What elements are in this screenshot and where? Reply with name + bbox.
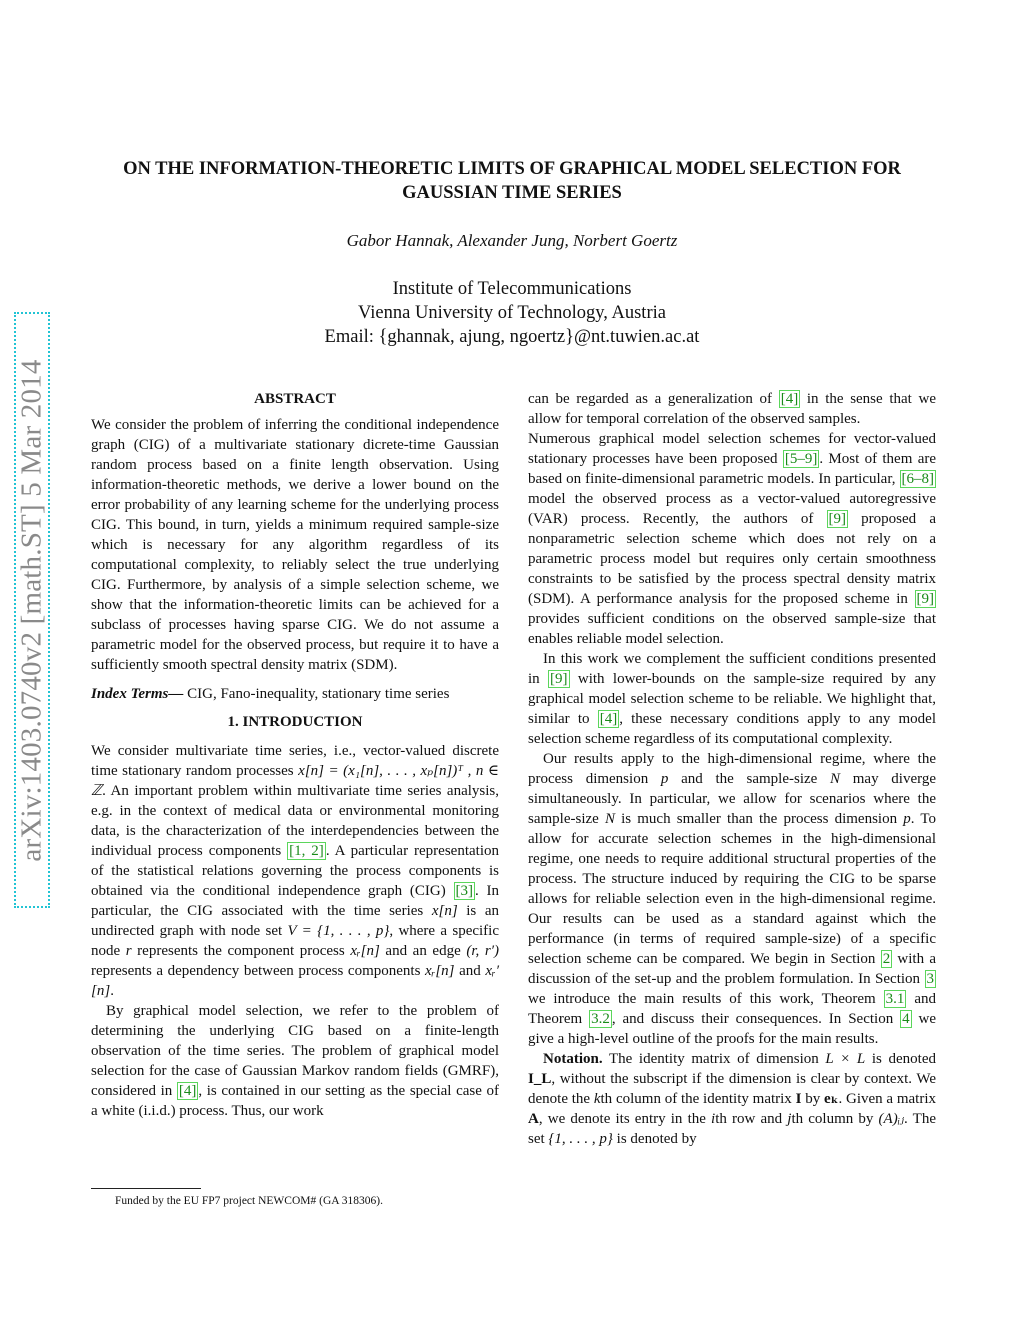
arxiv-identifier-text: arXiv:1403.0740v2 [math.ST] 5 Mar 2014	[15, 358, 48, 862]
theorem-link[interactable]: 3.2	[591, 1011, 610, 1027]
right-column	[528, 389, 936, 1149]
math-process-def: x[n] = (x₁[n], . . . , xₚ[n])ᵀ , n ∈ ℤ	[91, 763, 499, 799]
theorem-link[interactable]: 3.1	[885, 991, 905, 1007]
right-paragraph-4: Our results apply to the high-dimensional regime, where the process dimension p and the sample-size N may diverge simultaneously. In particular, we allow for scenarios where the sample-size N is much smaller than the process dimension p. To allow for accurate selection schemes in the high-dimensional regime, one needs to require additional structural properties of the process. The structure induced by requiring the CIG to be sparse allows for reliable selection even in the high-dimensional regime. Our results can be used as a standard against which the performance (in terms of required sample-size) of a specific selection scheme can be compared. We begin in Section 2 with a discussion of the set-up and the problem formulation. In Section 3 we introduce the main results of this work, Theorem 3.1 and Theorem 3.2 , and discuss their consequences. In Section 4 we give a high-level outline of the proofs for the main results.	[528, 751, 937, 1047]
citation-link[interactable]: [3]	[455, 883, 473, 899]
arxiv-identifier-stamp	[14, 312, 50, 908]
citation-link[interactable]: [4]	[178, 1083, 197, 1099]
abstract-heading: ABSTRACT	[254, 391, 336, 407]
right-paragraph-3: In this work we complement the sufficient conditions presented in [9] with lower-bounds on the sample-size required by any graphical model selection scheme to be reliable. We highlight that, similar to [4] , these necessary conditions apply to any model selection scheme regardless of its computational complexity.	[528, 651, 937, 747]
index-terms-text: CIG, Fano-inequality, stationary time series	[187, 686, 450, 702]
right-paragraph-1: can be regarded as a generalization of [4] in the sense that we allow for temporal correlation of the observed samples.	[528, 391, 936, 427]
affiliation-university: Vienna University of Technology, Austria	[358, 303, 666, 323]
left-column	[91, 389, 499, 1121]
section-link[interactable]: 4	[902, 1011, 910, 1027]
affiliation-email: Email: {ghannak, ajung, ngoertz}@nt.tuwien.ac.at	[324, 327, 700, 347]
paper-title: ON THE INFORMATION-THEORETIC LIMITS OF GRAPHICAL MODEL SELECTION FOR GAUSSIAN TIME SERIES	[123, 159, 901, 203]
citation-link[interactable]: [9]	[916, 591, 934, 607]
notation-paragraph: Notation. The identity matrix of dimension L × L is denoted I_L, without the subscript if the dimension is clear by context. We denote the kth column of the identity matrix I by eₖ. Given a matrix A, we denote its entry in the ith row and jth column by (A)ᵢⱼ. The set {1, . . . , p} is denoted by	[528, 1051, 936, 1147]
citation-link[interactable]: [4]	[780, 391, 799, 407]
citation-link[interactable]: [1, 2]	[289, 843, 324, 859]
citation-link[interactable]: [4]	[599, 711, 618, 727]
paper-authors: Gabor Hannak, Alexander Jung, Norbert Goertz	[346, 231, 678, 250]
citation-link[interactable]: [9]	[828, 511, 847, 527]
funding-footnote: Funded by the EU FP7 project NEWCOM# (GA 318306).	[115, 1195, 383, 1207]
index-terms-label: Index Terms—	[91, 686, 184, 702]
abstract-text: We consider the problem of inferring the conditional independence graph (CIG) of a multivariate stationary dicrete-time Gaussian random process based on a finite length observation. Using information-theoretic methods, we derive a lower bound on the error probability of any learning scheme for the underlying process CIG. This bound, in turn, yields a minimum required sample-size which is necessary for any algorithm regardless of its computational complexity, to reliably select the true underlying CIG. Furthermore, by analysis of a simple selection scheme, we show that the information-theoretic limits can be achieved for a subclass of processes having sparse CIG. We do not assume a parametric model for the observed process, but require it to have a sufficiently smooth spectral density matrix (SDM).	[91, 417, 499, 673]
index-terms	[91, 684, 499, 704]
citation-link[interactable]: [9]	[550, 671, 568, 687]
introduction-heading: 1. INTRODUCTION	[227, 714, 363, 730]
section-link[interactable]: 3	[926, 971, 934, 987]
citation-link[interactable]: [5–9]	[784, 451, 818, 467]
citation-link[interactable]: [6–8]	[901, 471, 934, 487]
section-link[interactable]: 2	[882, 951, 891, 967]
affiliation-institute: Institute of Telecommunications	[392, 279, 632, 299]
author-affiliation	[80, 277, 944, 349]
footnote-divider	[91, 1188, 201, 1189]
intro-paragraph-2: By graphical model selection, we refer to the problem of determining the underlying CIG based on a finite-length observation of the time series. The problem of graphical model selection for the case of Gaussian Markov random fields (GMRF), considered in [4] , is contained in our setting as the special case of a white (i.i.d.) process. Thus, our work	[91, 1003, 500, 1119]
right-paragraph-2: Numerous graphical model selection schemes for vector-valued stationary processes have been proposed [5–9] . Most of them are based on finite-dimensional parametric models. In particular, [6–8] model the observed process as a vector-valued autoregressive (VAR) process. Recently, the authors of [9] proposed a nonparametric selection scheme which does not rely on a parametric process model but requires only certain smoothness constraints to be satisfied by the process spectral density matrix (SDM). A performance analysis for the proposed scheme in [9] provides sufficient conditions on the observed sample-size that enables reliable model selection.	[528, 431, 936, 647]
notation-label: Notation.	[543, 1051, 603, 1067]
intro-paragraph-1: We consider multivariate time series, i.e., vector-valued discrete time stationary random processes x[n] = (x₁[n], . . . , xₚ[n])ᵀ , n ∈ ℤ. An important problem within multivariate time series analysis, e.g. in the context of medical data or environmental monitoring data, is the characterization of the interdependencies between the individual process components [1, 2] . A particular representation of the statistical relations governing the process components is obtained via the conditional independence graph (CIG) [3] . In particular, the CIG associated with the time series x[n] is an undirected graph with node set V = {1, . . . , p}, where a specific node r represents the component process xᵣ[n] and an edge (r, r′) represents a dependency between process components xᵣ[n] and xᵣ′[n].	[91, 743, 499, 999]
